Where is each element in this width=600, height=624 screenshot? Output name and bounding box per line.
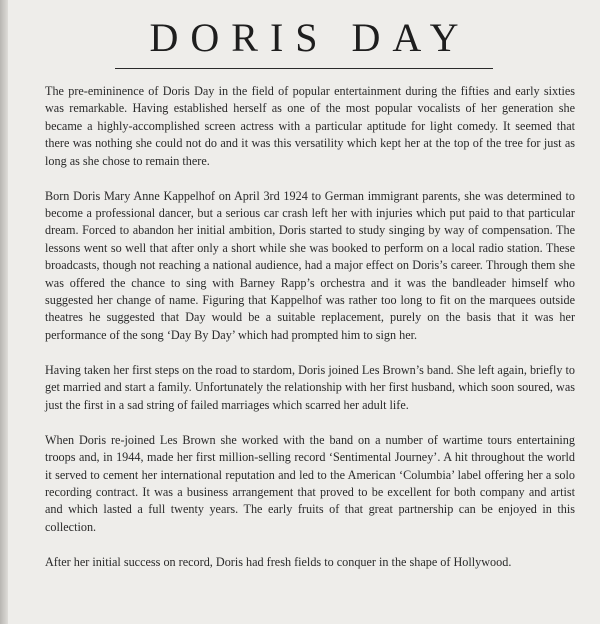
paragraph-4: When Doris re-joined Les Brown she worked with the band on a number of wartime tours entertaining troops and, in 1944, made her first million-selling record ‘Sentimental Journey’. A hit throughout the world it served to cement her international reputation and led to the American ‘Columbia’ label offering her a solo recording contract. It was a business arrangement that proved to be excellent for both company and artist and which lasted a full twenty years. The early fruits of that great partnership can be enjoyed in this collection. bbox=[45, 432, 575, 534]
paragraph-1: The pre-emininence of Doris Day in the field of popular entertainment during the fifties and early sixties was remarkable. Having established herself as one of the most popular vocalists of her generation she became a highly-accomplished screen actress with a particular aptitude for light comedy. It seemed that there was nothing she could not do and it was this versatility which kept her at the top of the tree for just as long as she chose to remain there. bbox=[45, 84, 575, 168]
document-title: DORIS DAY bbox=[115, 14, 492, 69]
paragraph-5: After her initial success on record, Doris had fresh fields to conquer in the shape of Hollywood. bbox=[45, 554, 512, 569]
document-body bbox=[45, 83, 575, 589]
title-block bbox=[8, 14, 600, 69]
scan-edge bbox=[0, 0, 8, 624]
document-page bbox=[8, 0, 600, 624]
paragraph-3: Having taken her first steps on the road to stardom, Doris joined Les Brown’s band. She left again, briefly to get married and start a family. Unfortunately the relationship with her first husband, which soon soured, was just the first in a sad string of failed marriages which scarred her adult life. bbox=[45, 362, 575, 412]
paragraph-2: Born Doris Mary Anne Kappelhof on April 3rd 1924 to German immigrant parents, she was determined to become a professional dancer, but a serious car crash left her with injuries which put paid to that particular dream. Forced to abandon her initial ambition, Doris started to study singing by way of compensation. The lessons went so well that after only a short while she was booked to perform on a local radio station. These broadcasts, though not reaching a national audience, had a major effect on Doris’s career. Through them she was offered the chance to sing with Barney Rapp’s orchestra and it was the bandleader himself who suggested her change of name. Figuring that Kappelhof was rather too long to fit on the marquees outside theatres he suggested that Day would be a suitable replacement, purely on the basis that it was her performance of the song ‘Day By Day’ which had prompted him to sign her. bbox=[45, 188, 575, 342]
